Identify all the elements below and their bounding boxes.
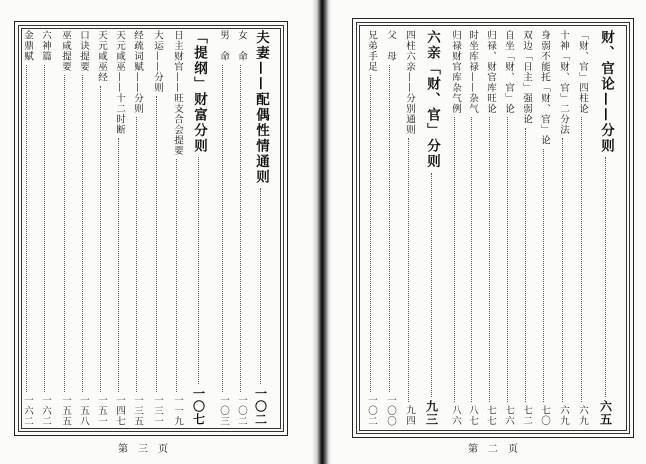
- toc-page-number: 一三一: [152, 394, 163, 426]
- toc-dot-leader: [562, 138, 564, 402]
- toc-entry-title: 天元咸巫——十二时断: [114, 30, 125, 135]
- toc-page-number: 一一九: [172, 394, 183, 426]
- toc-page-number: 八六: [450, 405, 461, 426]
- toc-page-number: 一〇七: [191, 387, 206, 426]
- toc-entry-title: 经疏词赋——分则: [132, 30, 143, 114]
- toc-dot-leader: [198, 157, 200, 384]
- toc-entry[interactable]: [167, 30, 187, 426]
- toc-entry-title: 大运——分则: [152, 30, 163, 93]
- toc-dot-leader: [525, 128, 527, 403]
- toc-entry[interactable]: [516, 30, 536, 426]
- toc-entry[interactable]: [553, 30, 573, 426]
- toc-dot-leader: [389, 65, 391, 392]
- toc-page-number: 六九: [577, 405, 588, 426]
- toc-dot-leader: [222, 65, 224, 392]
- toc-page-number: 一五八: [78, 394, 89, 426]
- toc-entry[interactable]: [189, 30, 209, 426]
- toc-entry-title: 十神「财、官」二分法: [558, 30, 569, 135]
- toc-page-number: 一〇〇: [385, 394, 396, 426]
- toc-page-number: 九三: [424, 400, 439, 426]
- left-table-of-contents: [22, 30, 277, 426]
- toc-entry-title: 日主财官——旺支合会提要: [172, 30, 183, 156]
- toc-dot-leader: [454, 117, 456, 402]
- toc-entry-title: 自坐「财、官」论: [503, 30, 514, 114]
- toc-entry[interactable]: [462, 30, 482, 426]
- toc-entry[interactable]: [35, 30, 55, 426]
- toc-dot-leader: [543, 149, 545, 403]
- toc-heading-title: 六亲「财、官」分则: [424, 30, 440, 170]
- toc-entry-title: 「财、官」四柱论: [577, 30, 588, 114]
- toc-entry[interactable]: [572, 30, 592, 426]
- toc-dot-leader: [82, 75, 84, 392]
- toc-entry-title: 女 命: [236, 30, 247, 62]
- toc-entry[interactable]: [73, 30, 93, 426]
- toc-dot-leader: [581, 117, 583, 402]
- toc-page-number: 八七: [467, 405, 478, 426]
- toc-entry[interactable]: [55, 30, 75, 426]
- toc-page-number: 一六二: [22, 394, 33, 426]
- toc-entry[interactable]: [17, 30, 37, 426]
- toc-page-number: 七六: [503, 405, 514, 426]
- toc-entry[interactable]: [109, 30, 129, 426]
- toc-heading-title: 财、官论——分则: [598, 30, 614, 154]
- toc-dot-leader: [118, 138, 120, 392]
- toc-dot-leader: [44, 65, 46, 392]
- toc-entry-title: 兄弟手足: [366, 30, 377, 72]
- toc-dot-leader: [240, 65, 242, 392]
- toc-entry-title: 归禄、财官库旺论: [485, 30, 496, 114]
- toc-page-number: 一五一: [96, 394, 107, 426]
- toc-dot-leader: [507, 117, 509, 402]
- toc-dot-leader: [431, 173, 433, 398]
- toc-page-number: 一〇二: [253, 387, 268, 426]
- toc-entry[interactable]: [213, 30, 233, 426]
- toc-dot-leader: [64, 75, 66, 392]
- toc-entry[interactable]: [147, 30, 167, 426]
- toc-page-number: 一〇二: [366, 394, 377, 426]
- toc-dot-leader: [26, 65, 28, 392]
- toc-dot-leader: [605, 157, 607, 397]
- toc-page-number: 七〇: [539, 405, 550, 426]
- toc-page-number: 六五: [598, 400, 613, 426]
- toc-page-number: 七二: [521, 405, 532, 426]
- toc-page-number: 一三五: [132, 394, 143, 426]
- toc-entry[interactable]: [127, 30, 147, 426]
- toc-dot-leader: [370, 75, 372, 392]
- toc-entry[interactable]: [380, 30, 400, 426]
- left-page-number: 第三页: [118, 444, 178, 455]
- toc-entry[interactable]: [399, 30, 419, 426]
- toc-entry[interactable]: [498, 30, 518, 426]
- toc-entry-title: 时坐库禄——杂气: [467, 30, 478, 114]
- toc-entry-title: 归禄财官库杂气例: [450, 30, 461, 114]
- toc-entry-title: 金鼎赋: [22, 30, 33, 62]
- toc-entry-title: 父 母: [385, 30, 396, 62]
- toc-dot-leader: [471, 117, 473, 402]
- toc-page-number: 一五五: [60, 394, 71, 426]
- toc-page-number: 一六二: [40, 394, 51, 426]
- toc-entry[interactable]: [445, 30, 465, 426]
- toc-entry-title: 六神篇: [40, 30, 51, 62]
- toc-dot-leader: [408, 138, 410, 402]
- toc-dot-leader: [100, 86, 102, 392]
- toc-entry-title: 四柱六亲——分别通则: [404, 30, 415, 135]
- toc-dot-leader: [136, 117, 138, 392]
- toc-heading-title: 「提纲」财富分则: [191, 30, 207, 154]
- toc-entry[interactable]: [480, 30, 500, 426]
- right-table-of-contents: [362, 30, 622, 426]
- toc-dot-leader: [489, 117, 491, 402]
- toc-entry-title: 男 命: [218, 30, 229, 62]
- book-spine-gutter: [312, 0, 332, 464]
- toc-entry-title: 口诀提要: [78, 30, 89, 72]
- toc-entry-title: 天元咸巫经: [96, 30, 107, 83]
- toc-entry[interactable]: [361, 30, 381, 426]
- toc-entry-title: 身弱不能托「财、官」论: [539, 30, 550, 146]
- toc-dot-leader: [156, 96, 158, 392]
- toc-entry[interactable]: [91, 30, 111, 426]
- toc-entry-title: 双边「日主」强弱论: [521, 30, 532, 125]
- toc-entry[interactable]: [251, 30, 271, 426]
- toc-heading-title: 夫妻——配偶性情通则: [253, 30, 269, 185]
- toc-dot-leader: [176, 159, 178, 392]
- right-page-number: 第二页: [468, 444, 528, 455]
- toc-entry[interactable]: [596, 30, 616, 426]
- toc-page-number: 九四: [404, 405, 415, 426]
- toc-page-number: 一〇三: [218, 394, 229, 426]
- toc-page-number: 一四七: [114, 394, 125, 426]
- toc-page-number: 六九: [558, 405, 569, 426]
- toc-entry[interactable]: [534, 30, 554, 426]
- toc-entry[interactable]: [422, 30, 442, 426]
- toc-page-number: 一〇二: [236, 394, 247, 426]
- toc-page-number: 七七: [485, 405, 496, 426]
- toc-dot-leader: [260, 188, 262, 384]
- toc-entry-title: 巫咸提要: [60, 30, 71, 72]
- toc-entry[interactable]: [231, 30, 251, 426]
